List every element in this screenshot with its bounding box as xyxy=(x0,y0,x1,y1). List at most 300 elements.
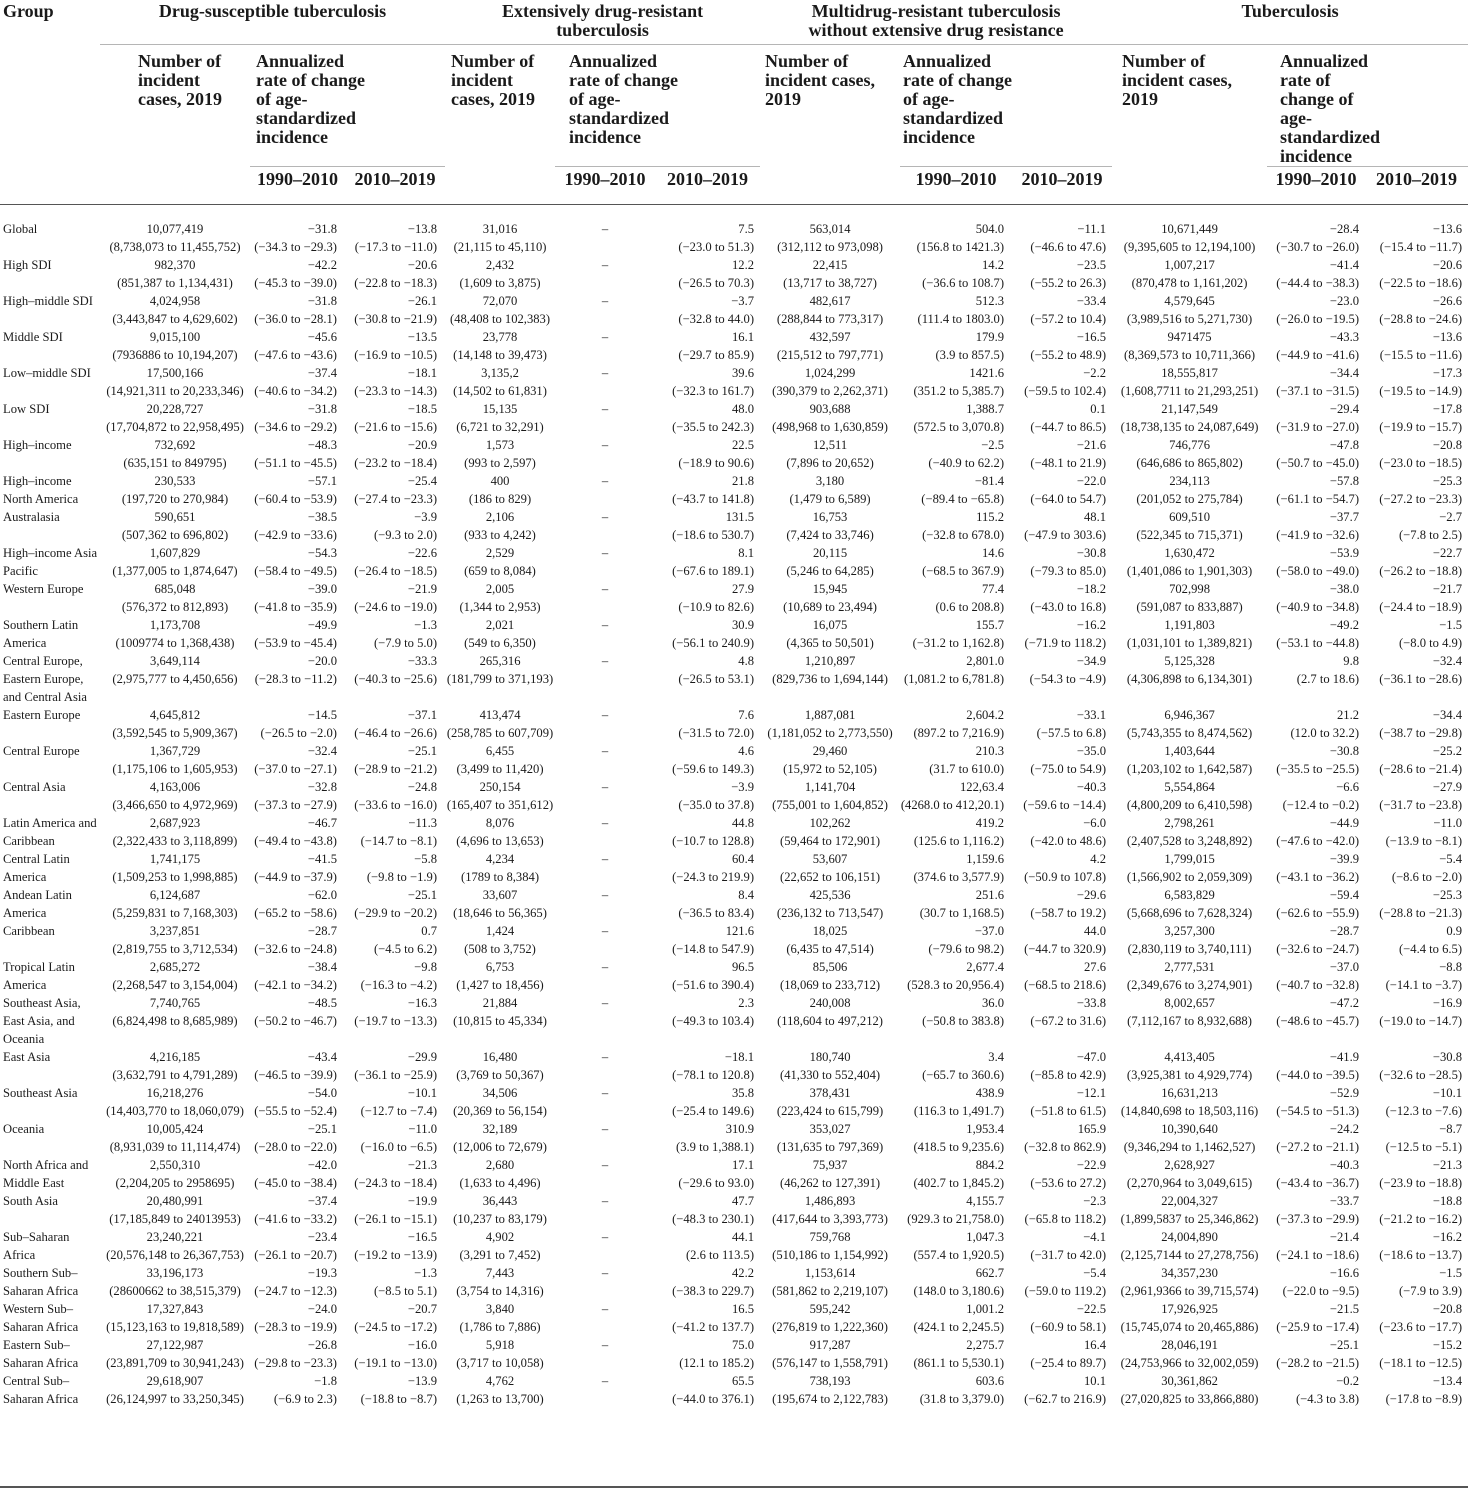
cell-value: −31.8 xyxy=(307,294,337,308)
cell-value: −21.4 xyxy=(1329,1230,1360,1244)
cell-interval: (236,132 to 713,547) xyxy=(776,906,884,920)
table-cell xyxy=(1012,742,1112,778)
cell-interval: (−32.8 to 44.0) xyxy=(678,312,755,326)
cell-interval: (−27.2 to −23.3) xyxy=(1379,492,1463,506)
table-cell xyxy=(1112,850,1267,886)
cell-value: −54.0 xyxy=(307,1086,337,1100)
cell-interval: (−15.4 to −11.7) xyxy=(1379,240,1463,254)
cell-interval: (−27.4 to −23.3) xyxy=(354,492,438,506)
table-cell xyxy=(655,652,760,706)
cell-value: 42.2 xyxy=(732,1266,755,1280)
cell-interval: (−16.9 to −10.5) xyxy=(354,348,438,362)
cell-interval: (557.4 to 1,920.5) xyxy=(913,1248,1005,1262)
table-cell xyxy=(1012,1372,1112,1408)
table-cell xyxy=(555,1264,655,1300)
table-cell xyxy=(1267,742,1365,778)
table-cell xyxy=(1012,1336,1112,1372)
cell-interval: (17,704,872 to 22,958,495) xyxy=(106,420,244,434)
cell-interval: (−25.9 to −17.4) xyxy=(1276,1320,1360,1334)
table-cell xyxy=(100,1300,250,1336)
cell-interval: (−23.0 to −18.5) xyxy=(1379,456,1463,470)
cell-interval xyxy=(555,868,655,886)
cell-interval: (897.2 to 7,216.9) xyxy=(913,726,1005,740)
cell-interval: (−60.4 to −53.9) xyxy=(254,492,337,506)
header-drug-susceptible: Drug-susceptible tuberculosis xyxy=(158,1,387,21)
cell-interval: (−30.7 to −26.0) xyxy=(1276,240,1360,254)
table-cell xyxy=(760,616,900,652)
cell-interval: (−28.9 to −21.2) xyxy=(354,762,438,776)
year-2010-2019: 2010–2019 xyxy=(1365,167,1468,195)
cell-interval: (418.5 to 9,235.6) xyxy=(913,1140,1005,1154)
header-mdr: Multidrug-resistant tuberculosis without extensive drug resistance xyxy=(808,1,1064,40)
cell-interval: (1,344 to 2,953) xyxy=(459,600,541,614)
cell-value: 44.0 xyxy=(1084,924,1107,938)
cell-interval: (−48.3 to 230.1) xyxy=(672,1212,755,1226)
table-cell xyxy=(760,706,900,742)
table-cell xyxy=(445,1336,555,1372)
cell-value: −62.0 xyxy=(307,888,337,902)
cell-value: – xyxy=(601,1230,609,1244)
table-cell xyxy=(655,205,760,257)
table-cell xyxy=(100,1192,250,1228)
table-cell xyxy=(1267,436,1365,472)
cell-interval: (−4.4 to 6.5) xyxy=(1398,942,1463,956)
cell-value: 917,287 xyxy=(809,1338,851,1352)
table-cell xyxy=(655,1156,760,1192)
cell-interval xyxy=(555,1138,655,1156)
cell-interval: (3,291 to 7,452) xyxy=(459,1248,541,1262)
cell-interval: (−12.7 to −7.4) xyxy=(360,1104,438,1118)
cell-interval: (−32.6 to −28.5) xyxy=(1379,1068,1463,1082)
table-cell xyxy=(1012,508,1112,544)
table-cell xyxy=(555,508,655,544)
table-cell xyxy=(1012,1048,1112,1084)
cell-value: 10,077,419 xyxy=(146,222,204,236)
table-cell xyxy=(760,1120,900,1156)
cell-interval: (20,369 to 56,154) xyxy=(453,1104,547,1118)
cell-interval: (755,001 to 1,604,852) xyxy=(772,798,888,812)
cell-value: 47.7 xyxy=(732,1194,755,1208)
cell-interval: (4,365 to 50,501) xyxy=(786,636,874,650)
table-cell xyxy=(1365,1228,1468,1264)
cell-value: 251.6 xyxy=(975,888,1005,902)
table-cell xyxy=(1112,994,1267,1048)
cell-value: 662.7 xyxy=(975,1266,1005,1280)
cell-value: 15,135 xyxy=(482,402,518,416)
cell-interval: (3,632,791 to 4,791,289) xyxy=(112,1068,238,1082)
table-cell xyxy=(1112,1336,1267,1372)
table-cell xyxy=(555,1300,655,1336)
table-cell xyxy=(100,1372,250,1408)
table-cell xyxy=(555,742,655,778)
cell-value: 1,741,175 xyxy=(149,852,201,866)
cell-value: 10,671,449 xyxy=(1161,222,1218,236)
cell-interval: (1,566,902 to 2,059,309) xyxy=(1126,870,1253,884)
cell-interval xyxy=(555,796,655,814)
cell-interval: (−41.9 to −32.6) xyxy=(1276,528,1360,542)
cell-value: – xyxy=(601,402,609,416)
table-cell xyxy=(445,328,555,364)
table-cell xyxy=(1112,205,1267,257)
cell-value: 2,628,927 xyxy=(1164,1158,1215,1172)
cell-value: 982,370 xyxy=(154,258,196,272)
table-cell xyxy=(1112,922,1267,958)
cell-interval: (−4.5 to 6.2) xyxy=(373,942,438,956)
row-group-label: Andean Latin America xyxy=(3,888,72,920)
cell-value: – xyxy=(601,258,609,272)
cell-interval: (−17.3 to −11.0) xyxy=(354,240,438,254)
cell-interval: (15,745,074 to 20,465,886) xyxy=(1120,1320,1259,1334)
cell-value: −9.8 xyxy=(414,960,438,974)
cell-value: 746,776 xyxy=(1169,438,1211,452)
table-cell xyxy=(555,1192,655,1228)
row-group-label: Tropical Latin America xyxy=(3,960,75,992)
cell-value: 378,431 xyxy=(809,1086,851,1100)
table-cell xyxy=(445,1048,555,1084)
table-cell xyxy=(1267,364,1365,400)
table-cell xyxy=(1365,742,1468,778)
cell-interval: (−51.1 to −45.5) xyxy=(254,456,337,470)
cell-interval: (−28.8 to −21.3) xyxy=(1379,906,1463,920)
cell-value: −49.2 xyxy=(1329,618,1360,632)
cell-interval: (116.3 to 1,491.7) xyxy=(913,1104,1005,1118)
cell-value: – xyxy=(601,510,609,524)
cell-value: 2,604.2 xyxy=(966,708,1005,722)
table-cell xyxy=(445,292,555,328)
cell-value: 413,474 xyxy=(479,708,521,722)
cell-value: 240,008 xyxy=(809,996,851,1010)
table-cell xyxy=(445,1120,555,1156)
table-cell xyxy=(250,1300,345,1336)
cell-value: 1,403,644 xyxy=(1164,744,1215,758)
cell-interval: (−23.3 to −14.3) xyxy=(354,384,438,398)
cell-interval: (−22.5 to −18.6) xyxy=(1379,276,1463,290)
row-group-label: Central Asia xyxy=(3,780,66,794)
table-cell xyxy=(760,328,900,364)
cell-value: 6,455 xyxy=(485,744,515,758)
table-cell xyxy=(1012,706,1112,742)
cell-value: – xyxy=(601,708,609,722)
table-row xyxy=(0,616,1468,652)
cell-value: 9.8 xyxy=(1343,654,1360,668)
cell-value: −10.1 xyxy=(1432,1086,1463,1100)
cell-value: 21.8 xyxy=(732,474,755,488)
table-cell xyxy=(250,1336,345,1372)
cell-value: −16.9 xyxy=(1432,996,1463,1010)
table-cell xyxy=(555,328,655,364)
table-cell xyxy=(900,652,1012,706)
cell-value: −54.3 xyxy=(307,546,337,560)
cell-value: 35.8 xyxy=(732,1086,755,1100)
table-cell xyxy=(1365,1120,1468,1156)
row-group-label: Latin America and Caribbean xyxy=(3,816,97,848)
table-cell xyxy=(1267,580,1365,616)
cell-interval: (9,395,605 to 12,194,100) xyxy=(1123,240,1256,254)
cell-interval: (−8.0 to 4.9) xyxy=(1398,636,1463,650)
table-cell xyxy=(345,580,445,616)
table-row xyxy=(0,472,1468,508)
table-cell xyxy=(900,1120,1012,1156)
table-cell xyxy=(445,256,555,292)
cell-value: 75.0 xyxy=(732,1338,755,1352)
table-cell xyxy=(445,205,555,257)
cell-value: 2,680 xyxy=(485,1158,515,1172)
cell-value: 16,631,213 xyxy=(1161,1086,1218,1100)
table-cell xyxy=(655,994,760,1048)
cell-value: 0.1 xyxy=(1090,402,1107,416)
cell-value: −30.8 xyxy=(1329,744,1360,758)
cell-interval xyxy=(555,670,655,688)
cell-value: – xyxy=(601,852,609,866)
table-cell xyxy=(655,472,760,508)
row-group-label: High–income Asia Pacific xyxy=(3,546,98,578)
cell-interval: (−44.4 to −38.3) xyxy=(1276,276,1360,290)
cell-interval: (1,031,101 to 1,389,821) xyxy=(1126,636,1253,650)
cell-value: – xyxy=(601,1374,609,1388)
cell-value: – xyxy=(601,1302,609,1316)
cell-interval: (−53.6 to 27.2) xyxy=(1030,1176,1107,1190)
cell-interval: (2.7 to 18.6) xyxy=(1296,672,1360,686)
table-cell xyxy=(345,292,445,328)
cell-interval xyxy=(555,760,655,778)
table-cell xyxy=(1267,922,1365,958)
cell-value: −11.3 xyxy=(408,816,438,830)
table-cell xyxy=(1267,994,1365,1048)
cell-interval: (−18.6 to −13.7) xyxy=(1379,1248,1463,1262)
cell-interval: (−24.7 to −12.3) xyxy=(254,1284,337,1298)
table-cell xyxy=(1267,1156,1365,1192)
cell-value: −25.2 xyxy=(1432,744,1463,758)
cell-interval: (993 to 2,597) xyxy=(464,456,536,470)
cell-value: −2.2 xyxy=(1083,366,1107,380)
table-cell xyxy=(1267,1120,1365,1156)
cell-interval: (−24.1 to −18.6) xyxy=(1276,1248,1360,1262)
table-cell xyxy=(100,652,250,706)
table-cell xyxy=(1365,1192,1468,1228)
cell-value: 17,500,166 xyxy=(146,366,204,380)
cell-interval: (7936886 to 10,194,207) xyxy=(112,348,238,362)
cell-value: −42.2 xyxy=(307,258,337,272)
cell-value: −13.8 xyxy=(407,222,438,236)
cell-value: −20.0 xyxy=(307,654,337,668)
cell-value: 4.2 xyxy=(1090,852,1107,866)
cell-interval: (18,069 to 233,712) xyxy=(780,978,881,992)
cell-value: 4.8 xyxy=(738,654,755,668)
cell-interval: (−51.6 to 390.4) xyxy=(672,978,755,992)
cell-interval: (−71.9 to 118.2) xyxy=(1024,636,1107,650)
table-cell xyxy=(760,508,900,544)
cell-value: – xyxy=(601,888,609,902)
table-cell xyxy=(345,814,445,850)
table-row xyxy=(0,652,1468,706)
cell-interval: (−23.2 to −18.4) xyxy=(354,456,438,470)
table-cell xyxy=(250,814,345,850)
cell-value: −18.1 xyxy=(407,366,438,380)
cell-interval: (−23.0 to 51.3) xyxy=(678,240,755,254)
table-cell xyxy=(445,1228,555,1264)
cell-value: −18.1 xyxy=(724,1050,755,1064)
cell-value: −16.2 xyxy=(1076,618,1107,632)
cell-interval: (−28.6 to −21.4) xyxy=(1379,762,1463,776)
cell-interval: (−29.9 to −20.2) xyxy=(354,906,438,920)
cell-interval: (156.8 to 1421.3) xyxy=(916,240,1005,254)
cell-value: −20.6 xyxy=(1432,258,1463,272)
cell-value: 30,361,862 xyxy=(1161,1374,1218,1388)
table-cell xyxy=(250,1372,345,1408)
cell-value: 1,173,708 xyxy=(149,618,201,632)
cell-value: −33.1 xyxy=(1076,708,1107,722)
table-cell xyxy=(1012,652,1112,706)
cell-interval: (−26.4 to −18.5) xyxy=(354,564,438,578)
cell-value: −1.5 xyxy=(1439,1266,1463,1280)
table-cell xyxy=(1012,292,1112,328)
table-cell xyxy=(100,256,250,292)
cell-value: – xyxy=(601,366,609,380)
cell-interval: (−44.7 to 320.9) xyxy=(1024,942,1107,956)
cell-interval: (−14.1 to −3.7) xyxy=(1385,978,1463,992)
cell-value: −8.7 xyxy=(1439,1122,1463,1136)
table-cell xyxy=(1365,778,1468,814)
row-group-label: Western Sub–Saharan Africa xyxy=(3,1302,79,1334)
cell-interval: (14,921,311 to 20,233,346) xyxy=(106,384,244,398)
cell-value: −19.3 xyxy=(307,1266,337,1280)
cell-interval: (6,435 to 47,514) xyxy=(786,942,874,956)
cell-interval: (−53.9 to −45.4) xyxy=(254,636,337,650)
table-cell xyxy=(1112,256,1267,292)
table-cell xyxy=(100,400,250,436)
cell-interval: (−40.6 to −34.2) xyxy=(254,384,337,398)
cell-interval: (−44.0 to −39.5) xyxy=(1276,1068,1360,1082)
cell-value: 75,937 xyxy=(812,1158,848,1172)
cell-value: −5.4 xyxy=(1439,852,1463,866)
table-cell xyxy=(1012,1120,1112,1156)
cell-interval: (−26.5 to −2.0) xyxy=(260,726,337,740)
table-cell xyxy=(1112,436,1267,472)
cell-interval: (−67.2 to 31.6) xyxy=(1030,1014,1107,1028)
cell-value: −53.9 xyxy=(1329,546,1360,560)
cell-interval: (15,972 to 52,105) xyxy=(783,762,877,776)
cell-value: 2,021 xyxy=(485,618,515,632)
cell-interval: (276,819 to 1,222,360) xyxy=(772,1320,888,1334)
row-group-label: Global xyxy=(3,222,38,236)
cell-interval: (1,401,086 to 1,901,303) xyxy=(1126,564,1253,578)
header-cases-xdr: Number of incident cases, 2019 xyxy=(445,45,555,167)
cell-interval: (−14.7 to −8.1) xyxy=(360,834,438,848)
cell-value: −37.1 xyxy=(407,708,438,722)
year-1990-2010: 1990–2010 xyxy=(555,167,655,195)
row-group-label: Southern Latin America xyxy=(3,618,79,650)
table-cell xyxy=(760,364,900,400)
cell-value: 482,617 xyxy=(809,294,851,308)
header-xdr: Extensively drug-resistant tuberculosis xyxy=(501,1,704,40)
cell-value: −27.9 xyxy=(1432,780,1463,794)
table-row xyxy=(0,1300,1468,1336)
cell-interval: (−21.6 to −15.6) xyxy=(354,420,438,434)
row-group-label: High–income North America xyxy=(3,474,79,506)
cell-value: −8.8 xyxy=(1439,960,1463,974)
table-cell xyxy=(1365,616,1468,652)
cell-interval: (−64.0 to 54.7) xyxy=(1030,492,1107,506)
cell-interval: (−53.1 to −44.8) xyxy=(1276,636,1360,650)
cell-interval: (186 to 829) xyxy=(468,492,532,506)
cell-value: 8.1 xyxy=(738,546,755,560)
cell-value: 10.1 xyxy=(1084,1374,1107,1388)
table-cell xyxy=(100,328,250,364)
cell-interval: (−75.0 to 54.9) xyxy=(1030,762,1107,776)
table-cell xyxy=(445,922,555,958)
cell-value: 432,597 xyxy=(809,330,851,344)
cell-interval: (−41.8 to −35.9) xyxy=(254,600,337,614)
cell-value: 6,946,367 xyxy=(1164,708,1215,722)
cell-interval: (−36.5 to 83.4) xyxy=(678,906,755,920)
cell-interval: (2,270,964 to 3,049,615) xyxy=(1126,1176,1253,1190)
cell-value: 2,801.0 xyxy=(966,654,1005,668)
cell-interval: (−37.3 to −27.9) xyxy=(254,798,337,812)
cell-interval: (507,362 to 696,802) xyxy=(121,528,229,542)
cell-value: 24,004,890 xyxy=(1161,1230,1218,1244)
cell-value: 16,218,276 xyxy=(146,1086,204,1100)
cell-interval: (−58.4 to −49.5) xyxy=(254,564,337,578)
table-row xyxy=(0,850,1468,886)
cell-value: −31.8 xyxy=(307,402,337,416)
cell-interval: (−37.1 to −31.5) xyxy=(1276,384,1360,398)
cell-interval: (−31.7 to −23.8) xyxy=(1379,798,1463,812)
cell-interval: (−10.7 to 128.8) xyxy=(672,834,755,848)
cell-value: −21.6 xyxy=(1076,438,1107,452)
cell-interval: (−8.6 to −2.0) xyxy=(1391,870,1463,884)
cell-interval: (−47.6 to −42.0) xyxy=(1276,834,1360,848)
cell-value: −12.1 xyxy=(1076,1086,1107,1100)
year-1990-2010: 1990–2010 xyxy=(1267,167,1365,195)
table-cell xyxy=(1267,958,1365,994)
cell-interval: (−26.0 to −19.5) xyxy=(1276,312,1360,326)
table-cell xyxy=(760,652,900,706)
cell-interval: (−7.9 to 3.9) xyxy=(1398,1284,1463,1298)
cell-value: 1,630,472 xyxy=(1164,546,1215,560)
table-cell xyxy=(900,850,1012,886)
cell-interval: (7,424 to 33,746) xyxy=(786,528,874,542)
table-cell xyxy=(1012,1192,1112,1228)
table-cell xyxy=(445,814,555,850)
table-cell xyxy=(100,544,250,580)
cell-value: 4,645,812 xyxy=(149,708,201,722)
table-row xyxy=(0,436,1468,472)
cell-interval: (3,754 to 14,316) xyxy=(456,1284,544,1298)
table-cell xyxy=(555,922,655,958)
table-cell xyxy=(555,706,655,742)
cell-interval: (1,427 to 18,456) xyxy=(456,978,544,992)
row-group-label: East Asia xyxy=(3,1050,51,1064)
cell-interval: (−46.4 to −26.6) xyxy=(354,726,438,740)
table-row xyxy=(0,256,1468,292)
cell-value: −25.3 xyxy=(1432,474,1463,488)
table-row xyxy=(0,1264,1468,1300)
cell-value: −22.7 xyxy=(1432,546,1463,560)
table-cell xyxy=(445,580,555,616)
cell-interval: (8,369,573 to 10,711,366) xyxy=(1124,348,1256,362)
cell-interval: (165,407 to 351,612) xyxy=(446,798,554,812)
cell-interval: (14,840,698 to 18,503,116) xyxy=(1120,1104,1259,1118)
table-cell xyxy=(1012,958,1112,994)
row-group-label: Central Sub–Saharan Africa xyxy=(3,1374,79,1406)
cell-value: 44.8 xyxy=(732,816,755,830)
table-cell xyxy=(445,652,555,706)
table-cell xyxy=(1012,1228,1112,1264)
table-row xyxy=(0,580,1468,616)
cell-interval: (−51.8 to 61.5) xyxy=(1030,1104,1107,1118)
cell-value: 4,024,958 xyxy=(149,294,201,308)
cell-value: – xyxy=(601,582,609,596)
